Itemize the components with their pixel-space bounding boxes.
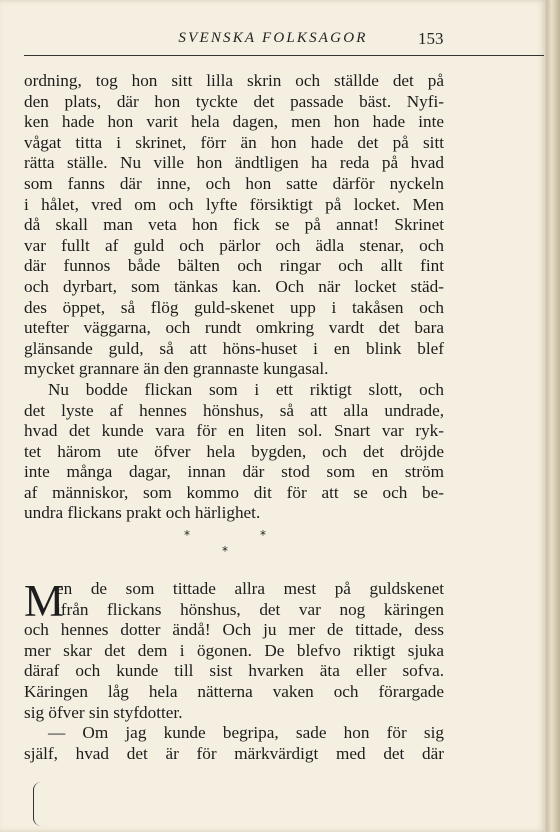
text-line: tet härom ute öfver hela bygden, och det dröjde: [24, 441, 444, 461]
text-block-lower: [24, 576, 444, 764]
running-header-title: SVENSKA FOLKSAGOR: [178, 30, 368, 46]
text-line: där funnos både bälten och ringar och allt fint: [24, 256, 444, 276]
text-line: som fanns där inne, och hon satte därför nyckeln: [24, 173, 444, 193]
text-line: var fullt af guld och pärlor och ädla stenar, och: [24, 235, 444, 255]
text-line: utefter väggarna, och rundt omkring vardt det bara: [24, 318, 444, 338]
text-line: den plats, där hon tyckte det passade bäst. Nyfi-: [24, 91, 444, 111]
text-line: ifrån flickans hönshus, det var nog käringen: [56, 599, 444, 619]
text-line: af människor, som kommo dit för att se och be-: [24, 482, 444, 502]
text-line: vågat titta i skrinet, förr än hon hade det på sitt: [24, 132, 444, 152]
text-line: ordning, tog hon sitt lilla skrin och ställde det på: [24, 71, 444, 90]
text-line: då skall man veta hon fick se på annat! Skrinet: [24, 215, 444, 235]
text-line: Käringen låg hela nätterna vaken och förargade: [24, 681, 444, 701]
text-line: det lyste af hennes hönshus, så att alla undrade,: [24, 400, 444, 420]
asterisk: *: [222, 544, 228, 558]
text-line: glänsande guld, så att höns-huset i en blink blef: [24, 338, 444, 358]
text-line: inte många dagar, innan där stod som en ström: [24, 462, 444, 482]
text-line: Nu bodde flickan som i ett riktigt slott, och: [48, 379, 444, 399]
text-line: själf, hvad det är för märkvärdigt med det där: [24, 743, 444, 763]
text-line: mycket grannare än den grannaste kungasal.: [24, 359, 329, 379]
text-line: däraf och kunde till sist hvarken äta eller sofva.: [24, 661, 444, 681]
text-line: sig öfver sin styfdotter.: [24, 702, 183, 722]
text-block-upper: [24, 71, 444, 524]
text-line: rätta ställe. Nu ville hon ändtligen ha reda på hvad: [24, 153, 444, 173]
margin-pencil-mark: [33, 782, 44, 826]
asterisk: *: [184, 528, 190, 542]
text-line: ken hade hon varit hela dagen, men hon hade inte: [24, 112, 444, 132]
asterisk: *: [260, 528, 266, 542]
text-line: des öppet, så flög guld-skenet upp i takåsen och: [24, 297, 444, 317]
text-line: och dyrbart, som tänkas kan. Och när locket städ-: [24, 276, 444, 296]
text-line: mer skar det dem i ögonen. De blefvo riktigt sjuka: [24, 640, 444, 660]
text-line: hvad det kunde vara för en liten sol. Snart var ryk-: [24, 421, 444, 441]
page-edge: [546, 0, 560, 832]
text-line: en de som tittade allra mest på guldskenet: [56, 579, 444, 598]
text-line: — Om jag kunde begripa, sade hon för sig: [48, 723, 444, 743]
page-number: 153: [418, 29, 444, 48]
text-line: och hennes dotter ändå! Och ju mer de tittade, dess: [24, 620, 444, 640]
text-line: undra flickans prakt och härlighet.: [24, 503, 261, 523]
header-rule: [24, 55, 544, 56]
drop-cap: M: [24, 576, 65, 626]
text-line: i hålet, vred om och lyfte försiktigt på locket. Men: [24, 194, 444, 214]
